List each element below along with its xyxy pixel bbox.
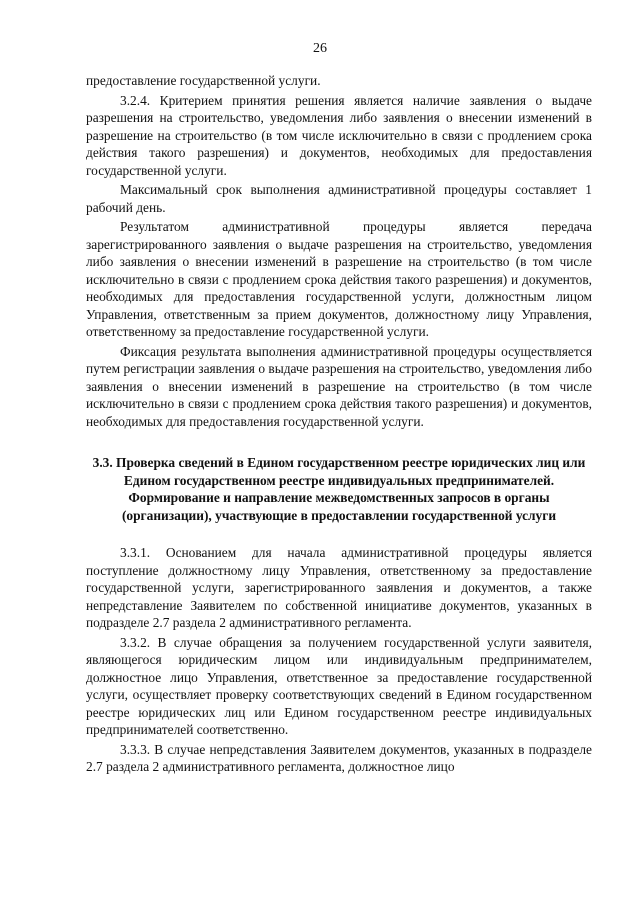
paragraph-result: Результатом административной процедуры является передача зарегистрированного заявления о выдаче разрешения на строительство, уведомления либо заявления о внесении изменений в разрешение на строительство (в том числе исключительно в связи с продлением срока действия такого разрешения) и документов, необходимых для предоставления государственной услуги, должностным лицом Управления, ответственным за прием документов, должностному лицу Управления, ответственному за предоставление государственной услуги. bbox=[86, 219, 592, 339]
paragraph-continuation: предоставление государственной услуги. bbox=[86, 73, 321, 88]
paragraph-3-3-2: 3.3.2. В случае обращения за получением государственной услуги заявителя, являющегося юридическим лицом или индивидуальным предпринимателем, должностное лицо Управления, ответственное за предоставление государственной услуги, осуществляет проверку соответствующих сведений в Едином государственном реестре юридических лиц или Едином государственном реестре индивидуальных предпринимателей соответственно. bbox=[86, 634, 592, 737]
section-heading: 3.3. Проверка сведений в Едином государственном реестре юридических лиц или Едином государственном реестре индивидуальных предпринимателей. Формирование и направление межведомственных запросов в органы (организации), участвующие в предоставлении государственной услуги bbox=[92, 455, 586, 523]
page-body bbox=[86, 72, 592, 778]
paragraph-3-3-1: 3.3.1. Основанием для начала административной процедуры является поступление должностному лицу Управления, ответственному за предоставление государственной услуги, зарегистрированного заявления и документов, а также непредставление Заявителем по собственной инициативе документов, указанных в подразделе 2.7 раздела 2 административного регламента. bbox=[86, 545, 592, 630]
page-number: 26 bbox=[313, 41, 327, 56]
paragraph-3-3-3: 3.3.3. В случае непредставления Заявителем документов, указанных в подразделе 2.7 раздела 2 административного регламента, должностное лицо bbox=[86, 741, 592, 774]
paragraph-max-duration: Максимальный срок выполнения административной процедуры составляет 1 рабочий день. bbox=[86, 182, 592, 215]
paragraph-fixation: Фиксация результата выполнения административной процедуры осуществляется путем регистрации заявления о выдаче разрешения на строительство, уведомления либо заявления о внесении изменений в разрешение на строительство (в том числе исключительно в связи с продлением срока действия такого разрешения) и документов, необходимых для предоставления государственной услуги. bbox=[86, 343, 592, 429]
paragraph-3-2-4: 3.2.4. Критерием принятия решения является наличие заявления о выдаче разрешения на строительство, уведомления либо заявления о внесении изменений в разрешение на строительство (в том числе исключительно в связи с продлением срока действия такого разрешения) и документов, необходимых для предоставления государственной услуги. bbox=[86, 92, 592, 178]
